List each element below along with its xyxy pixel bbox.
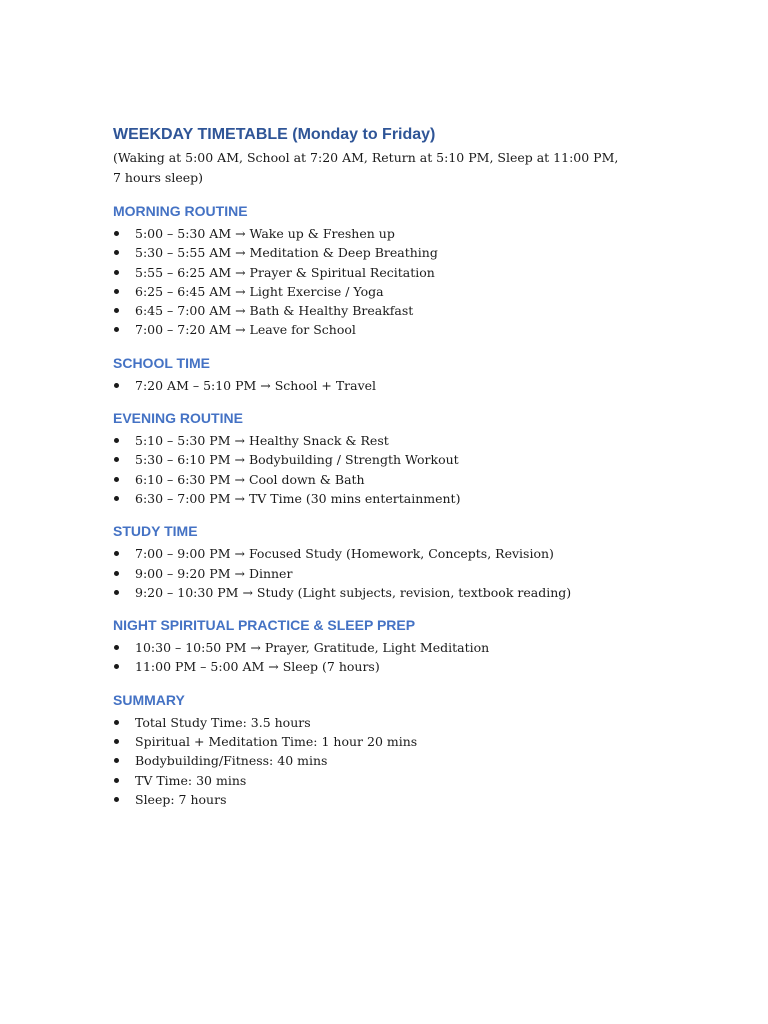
section-evening-routine <box>113 409 628 508</box>
list-item: 6:45 – 7:00 AM → Bath & Healthy Breakfast <box>113 301 628 320</box>
intro-text: (Waking at 5:00 AM, School at 7:20 AM, Return at 5:10 PM, Sleep at 11:00 PM, 7 hours sleep) <box>113 150 619 185</box>
section-heading: STUDY TIME <box>113 523 198 540</box>
list-item: 7:20 AM – 5:10 PM → School + Travel <box>113 376 628 395</box>
list-item: 5:30 – 6:10 PM → Bodybuilding / Strength Workout <box>113 450 628 469</box>
section-heading: EVENING ROUTINE <box>113 410 243 427</box>
section-heading: NIGHT SPIRITUAL PRACTICE & SLEEP PREP <box>113 617 416 634</box>
list-item: 5:55 – 6:25 AM → Prayer & Spiritual Recitation <box>113 263 628 282</box>
list-item: 7:00 – 7:20 AM → Leave for School <box>113 320 628 339</box>
list-item: 9:20 – 10:30 PM → Study (Light subjects, revision, textbook reading) <box>113 583 628 602</box>
list-item: 5:30 – 5:55 AM → Meditation & Deep Breathing <box>113 243 628 262</box>
section-heading: SCHOOL TIME <box>113 354 210 371</box>
document-title: WEEKDAY TIMETABLE (Monday to Friday) <box>113 126 436 143</box>
section-study-time <box>113 522 628 602</box>
bullet-list <box>113 224 628 340</box>
list-item: Total Study Time: 3.5 hours <box>113 713 628 732</box>
section-night-spiritual-practice <box>113 616 628 677</box>
list-item: 6:10 – 6:30 PM → Cool down & Bath <box>113 470 628 489</box>
bullet-list <box>113 638 628 677</box>
list-item: 6:30 – 7:00 PM → TV Time (30 mins entertainment) <box>113 489 628 508</box>
list-item: Sleep: 7 hours <box>113 790 628 809</box>
bullet-list <box>113 544 628 602</box>
bullet-list <box>113 431 628 508</box>
list-item: 9:00 – 9:20 PM → Dinner <box>113 564 628 583</box>
list-item: Spiritual + Meditation Time: 1 hour 20 mins <box>113 732 628 751</box>
section-summary <box>113 691 628 809</box>
section-school-time <box>113 354 628 395</box>
section-morning-routine <box>113 202 628 340</box>
list-item: 7:00 – 9:00 PM → Focused Study (Homework, Concepts, Revision) <box>113 544 628 563</box>
list-item: 10:30 – 10:50 PM → Prayer, Gratitude, Light Meditation <box>113 638 628 657</box>
list-item: 5:10 – 5:30 PM → Healthy Snack & Rest <box>113 431 628 450</box>
list-item: TV Time: 30 mins <box>113 771 628 790</box>
bullet-list <box>113 376 628 395</box>
section-heading: MORNING ROUTINE <box>113 203 248 219</box>
list-item: Bodybuilding/Fitness: 40 mins <box>113 751 628 770</box>
list-item: 6:25 – 6:45 AM → Light Exercise / Yoga <box>113 282 628 301</box>
section-heading: SUMMARY <box>113 691 185 708</box>
bullet-list <box>113 713 628 809</box>
list-item: 11:00 PM – 5:00 AM → Sleep (7 hours) <box>113 657 628 676</box>
list-item: 5:00 – 5:30 AM → Wake up & Freshen up <box>113 224 628 243</box>
